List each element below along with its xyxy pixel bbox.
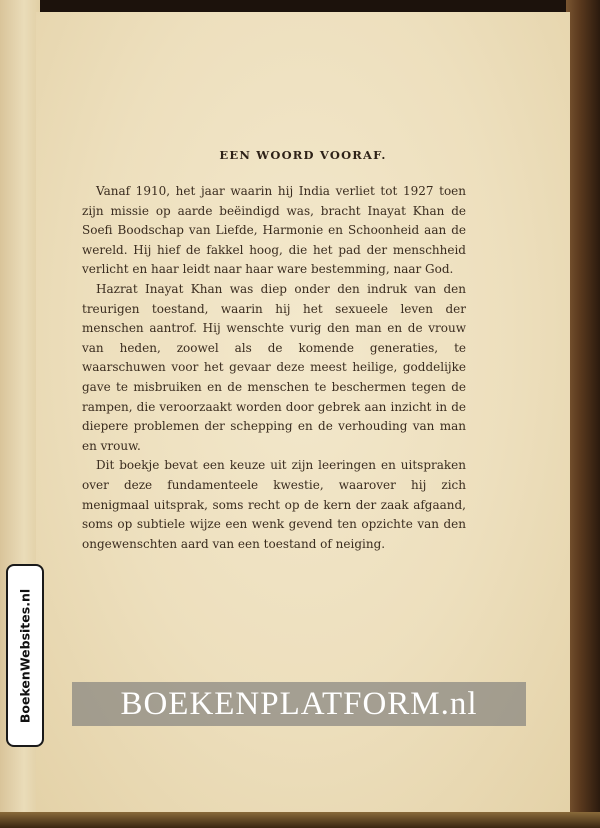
paragraph-1: Vanaf 1910, het jaar waarin hij India verliet tot 1927 toen zijn missie op aarde beëindigd was, bracht Inayat Khan de Soefi Boodschap van Liefde, Harmonie en Schoonheid aan de wereld. Hij hief de fakkel hoog, die het pad der menschheid verlicht en haar leidt naar haar ware bestemming, naar God. xyxy=(82,184,466,277)
paragraph-2: Hazrat Inayat Khan was diep onder den indruk van den treurigen toestand, waarin hij het sexueele leven der menschen aantrof. Hij wenschte vurig den man en de vrouw van heden, zoowel als de komende generaties, te waarschuwen voor het gevaar deze meest heilige, goddelijke gave te misbruiken en de menschen te beschermen tegen de rampen, die veroorzaakt worden door gebrek aan inzicht in de diepere problemen der schepping en de verhouding van man en vrouw. xyxy=(82,281,466,453)
page-body xyxy=(82,182,466,554)
paragraph-3: Dit boekje bevat een keuze uit zijn leeringen en uitspraken over deze fundamenteele kwestie, waarover hij zich menigmaal uitsprak, soms recht op de kern der zaak afgaand, soms op subtiele wijze een wenk gevend ten opzichte van den ongewenschten aard van een toestand of neiging. xyxy=(82,458,466,551)
side-watermark-label xyxy=(6,564,44,747)
book-bottom-edge xyxy=(0,812,600,828)
page-heading: EEN WOORD VOORAF. xyxy=(219,148,387,162)
book-cover-edge xyxy=(566,0,600,828)
watermark-banner xyxy=(72,682,526,726)
side-watermark-text: BoekenWebsites.nl xyxy=(17,588,33,723)
watermark-text: BOEKENPLATFORM.nl xyxy=(120,685,478,722)
